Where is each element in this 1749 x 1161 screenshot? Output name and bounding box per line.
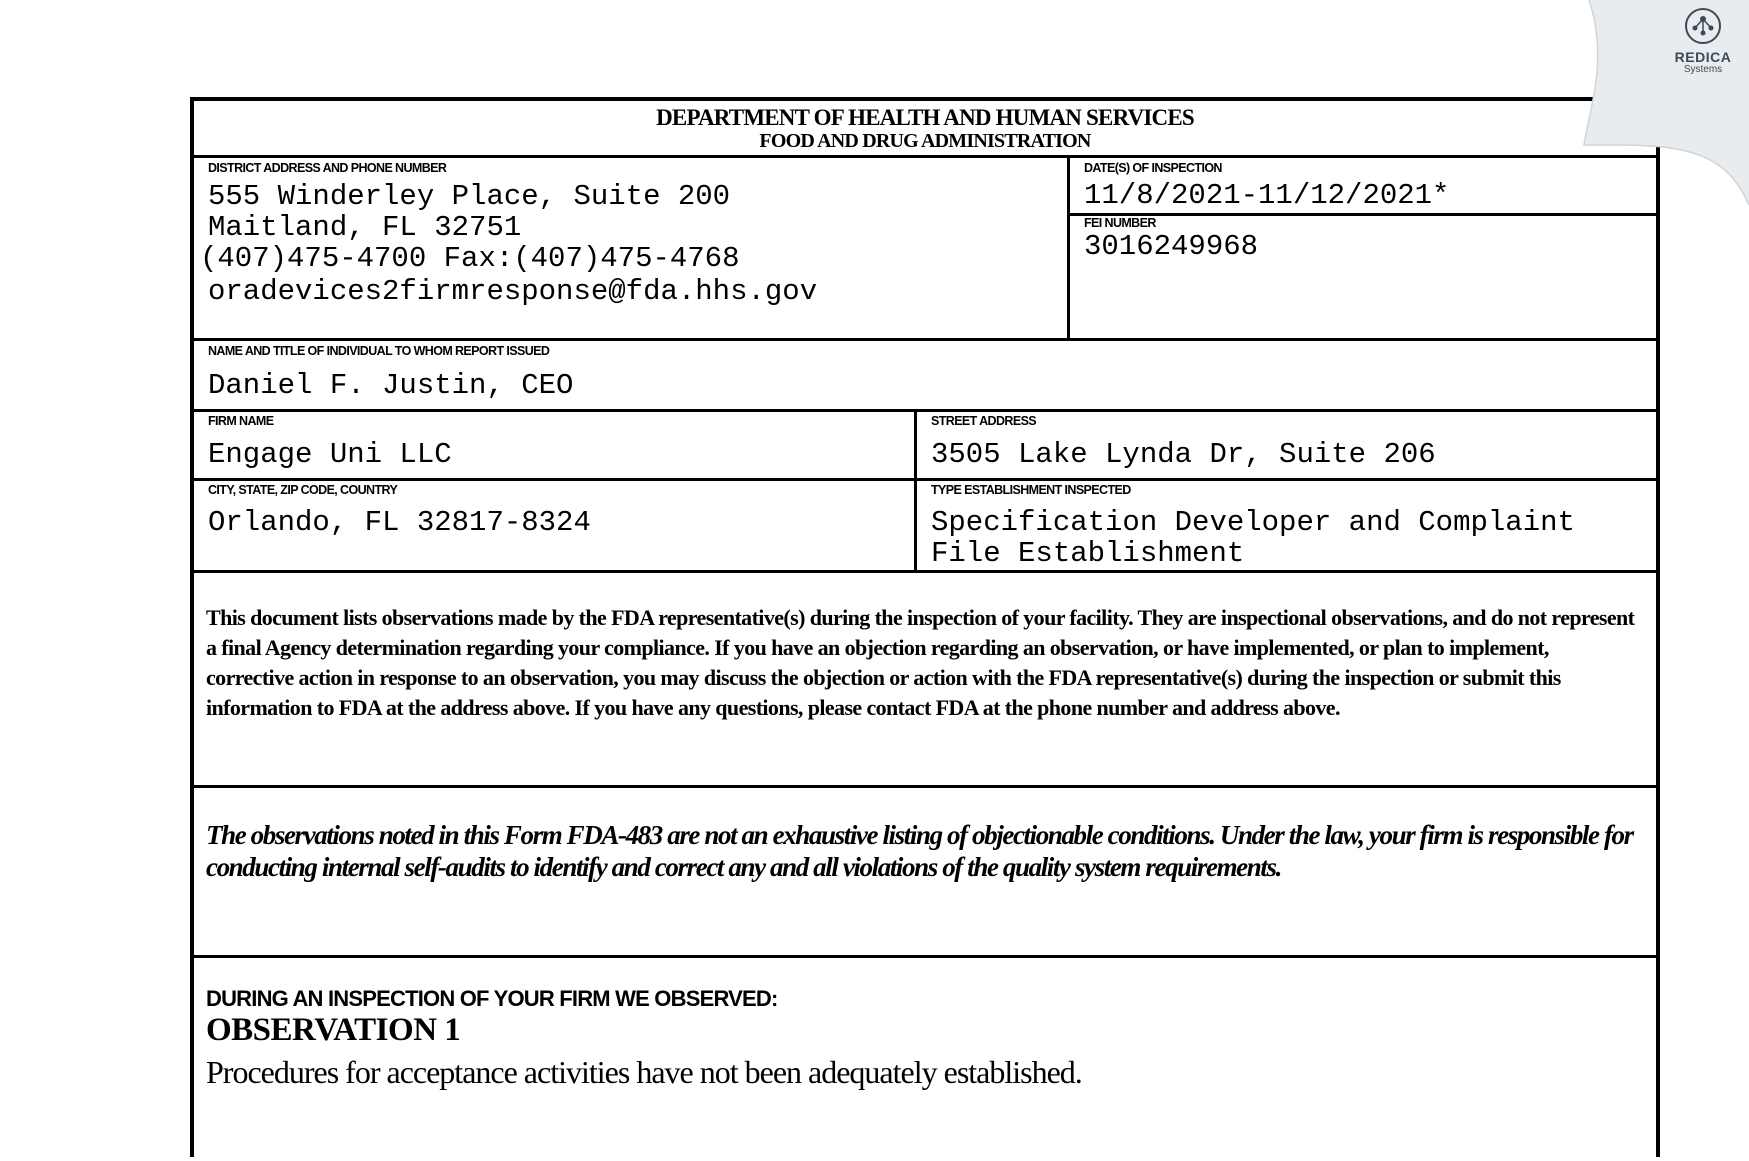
logo-corner-graphic (1549, 0, 1749, 205)
city-state-zip: Orlando, FL 32817-8324 (208, 506, 591, 539)
disclaimer-row (194, 788, 1656, 958)
establishment-type-line2: File Establishment (931, 537, 1245, 570)
inspection-dates: 11/8/2021-11/12/2021* (1084, 179, 1450, 212)
district-phone: (407)475-4700 Fax:(407)475-4768 (200, 242, 740, 275)
dates-label: DATE(S) OF INSPECTION (1084, 161, 1222, 175)
district-address-line1: 555 Winderley Place, Suite 200 (208, 180, 731, 213)
individual-name: Daniel F. Justin, CEO (208, 369, 574, 402)
district-row (194, 158, 1656, 341)
individual-label: NAME AND TITLE OF INDIVIDUAL TO WHOM REPORT ISSUED (208, 344, 550, 358)
observations-lead: DURING AN INSPECTION OF YOUR FIRM WE OBSERVED: (206, 986, 778, 1011)
district-cell (194, 158, 1067, 338)
form-header (194, 101, 1656, 158)
city-label: CITY, STATE, ZIP CODE, COUNTRY (208, 483, 398, 497)
street-cell (917, 412, 1656, 478)
notice-row (194, 573, 1656, 788)
disclaimer-text: The observations noted in this Form FDA-483 are not an exhaustive listing of objectionable conditions. Under the law, your firm is responsible for conducting internal self-audits to identify and correct any and all violations of the quality system requirements. (206, 820, 1633, 882)
city-cell (194, 481, 914, 570)
fei-label: FEI NUMBER (1084, 216, 1156, 230)
type-label: TYPE ESTABLISHMENT INSPECTED (931, 483, 1131, 497)
district-email: oradevices2firmresponse@fda.hhs.gov (208, 275, 818, 308)
observation-title: OBSERVATION 1 (206, 1012, 461, 1048)
district-address-line2: Maitland, FL 32751 (208, 211, 522, 244)
street-label: STREET ADDRESS (931, 414, 1037, 428)
city-row (194, 481, 1656, 573)
logo-subtitle: Systems (1683, 64, 1723, 75)
individual-row (194, 341, 1656, 412)
firm-row (194, 412, 1656, 481)
department-title: DEPARTMENT OF HEALTH AND HUMAN SERVICES (656, 105, 1194, 130)
logo-name: REDICA (1674, 49, 1732, 65)
establishment-type-line1: Specification Developer and Complaint (931, 506, 1575, 539)
district-label: DISTRICT ADDRESS AND PHONE NUMBER (208, 161, 447, 175)
notice-text: This document lists observations made by the FDA representative(s) during the inspection of your facility. They are inspectional observations, and do not represent a final Agency determination regarding your compliance. If you have an objection regarding an observation, or have implemented, or plan to implement, corrective action in response to an observation, you may discuss the objection or action with the FDA representative(s) during the inspection or submit this information to FDA at the address above. If you have any questions, please contact FDA at the phone number and address above. (206, 605, 1635, 720)
observation-text: Procedures for acceptance activities have not been adequately established. (206, 1054, 1082, 1090)
firm-name: Engage Uni LLC (208, 438, 452, 471)
type-cell (917, 481, 1656, 570)
fda-483-form (190, 97, 1660, 1157)
redica-logo (1549, 0, 1749, 205)
firm-name-cell (194, 412, 914, 478)
fei-number: 3016249968 (1084, 230, 1259, 263)
agency-title: FOOD AND DRUG ADMINISTRATION (759, 130, 1091, 152)
street-address: 3505 Lake Lynda Dr, Suite 206 (931, 438, 1436, 471)
firm-name-label: FIRM NAME (208, 414, 274, 428)
